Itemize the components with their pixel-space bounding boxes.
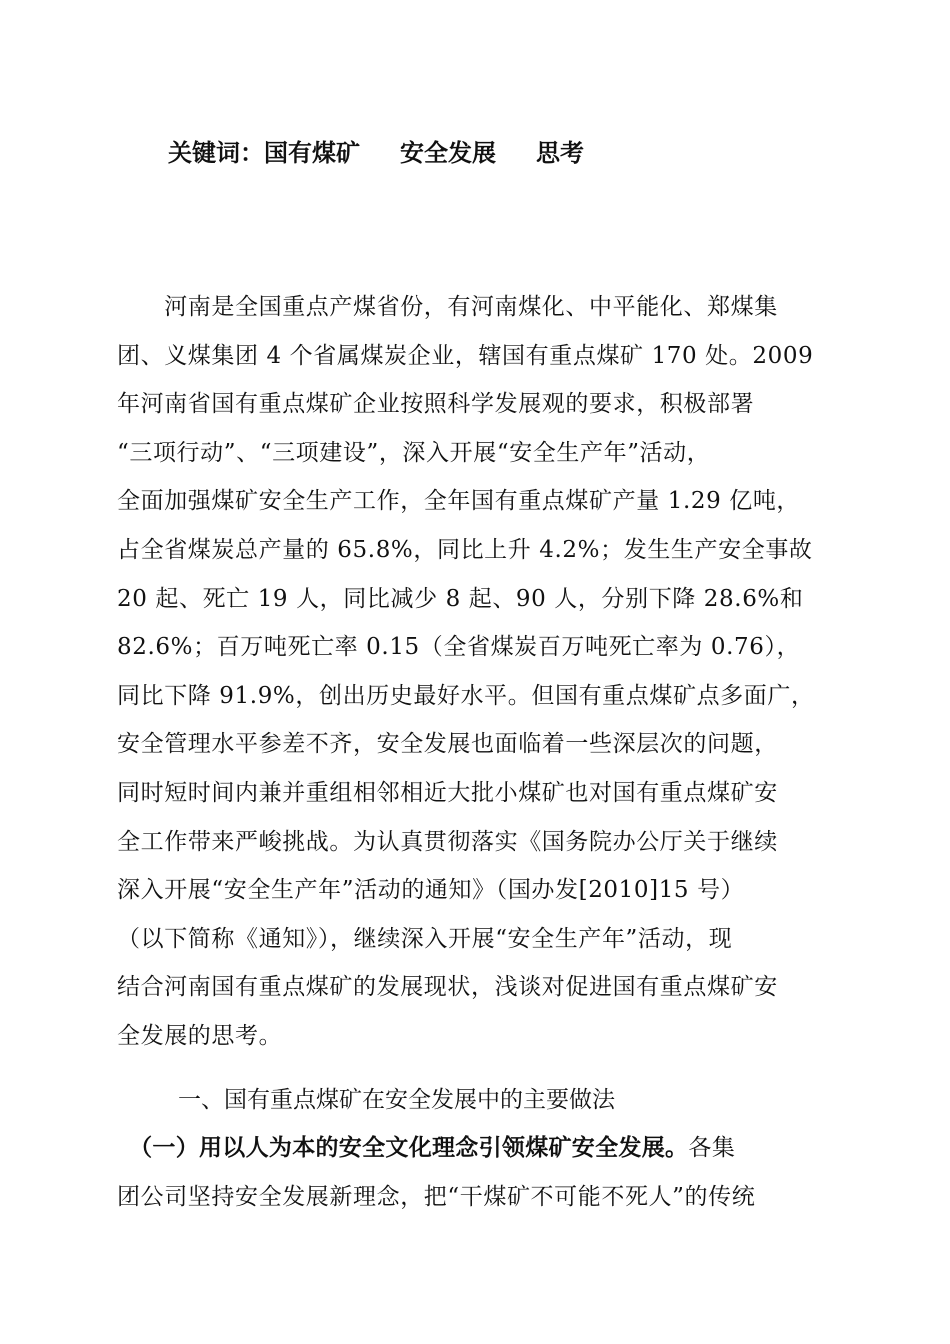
keywords-line [168,133,584,173]
paragraph-line: 团、义煤集团 4 个省属煤炭企业，辖国有重点煤矿 170 处。2009 [117,342,814,369]
paragraph-line: 年河南省国有重点煤矿企业按照科学发展观的要求，积极部署 [117,391,755,418]
keyword-item: 思考 [536,139,584,167]
paragraph-line: 82.6%；百万吨死亡率 0.15（全省煤炭百万吨死亡率为 0.76）， [117,634,801,661]
section-heading: 一、国有重点煤矿在安全发展中的主要做法 [178,1087,615,1113]
keyword-item: 安全发展 [400,139,496,167]
paragraph-line: 全发展的思考。 [117,1022,283,1049]
paragraph-line: 团公司坚持安全发展新理念，把“干煤矿不可能不死人”的传统 [117,1183,756,1210]
paragraph-line: 河南是全国重点产煤省份，有河南煤化、中平能化、郑煤集 [117,294,778,320]
keywords-label: 关键词： [168,139,264,167]
paragraph-line: 安全管理水平参差不齐，安全发展也面临着一些深层次的问题， [117,731,778,758]
paragraph-line: （以下简称《通知》），继续深入开展“安全生产年”活动，现 [117,925,733,952]
keyword-item: 国有煤矿 [264,139,360,167]
paragraph-line: 结合河南国有重点煤矿的发展现状，浅谈对促进国有重点煤矿安 [117,974,778,1001]
paragraph-line: “三项行动”、“三项建设”，深入开展“安全生产年”活动， [117,439,711,466]
subsection-text: 各集 [688,1135,736,1161]
paragraph-line: 深入开展“安全生产年”活动的通知》（国办发[2010]15 号） [117,877,745,904]
paragraph-line: 20 起、死亡 19 人，同比减少 8 起、90 人，分别下降 28.6%和 [117,585,804,612]
paragraph-line: 全工作带来严峻挑战。为认真贯彻落实《国务院办公厅关于继续 [117,828,778,855]
paragraph-line: 全面加强煤矿安全生产工作，全年国有重点煤矿产量 1.29 亿吨， [117,488,801,515]
subsection-lead: （一）用以人为本的安全文化理念引领煤矿安全发展。 [140,1135,689,1161]
paragraph-line: 同比下降 91.9%，创出历史最好水平。但国有重点煤矿点多面广， [117,682,815,709]
intro-paragraph [117,283,832,1061]
subsection-paragraph [117,1124,832,1221]
paragraph-line [117,1124,832,1173]
paragraph-line: 占全省煤炭总产量的 65.8%，同比上升 4.2%；发生生产安全事故 [117,536,813,563]
paragraph-line: 同时短时间内兼并重组相邻相近大批小煤矿也对国有重点煤矿安 [117,779,778,806]
